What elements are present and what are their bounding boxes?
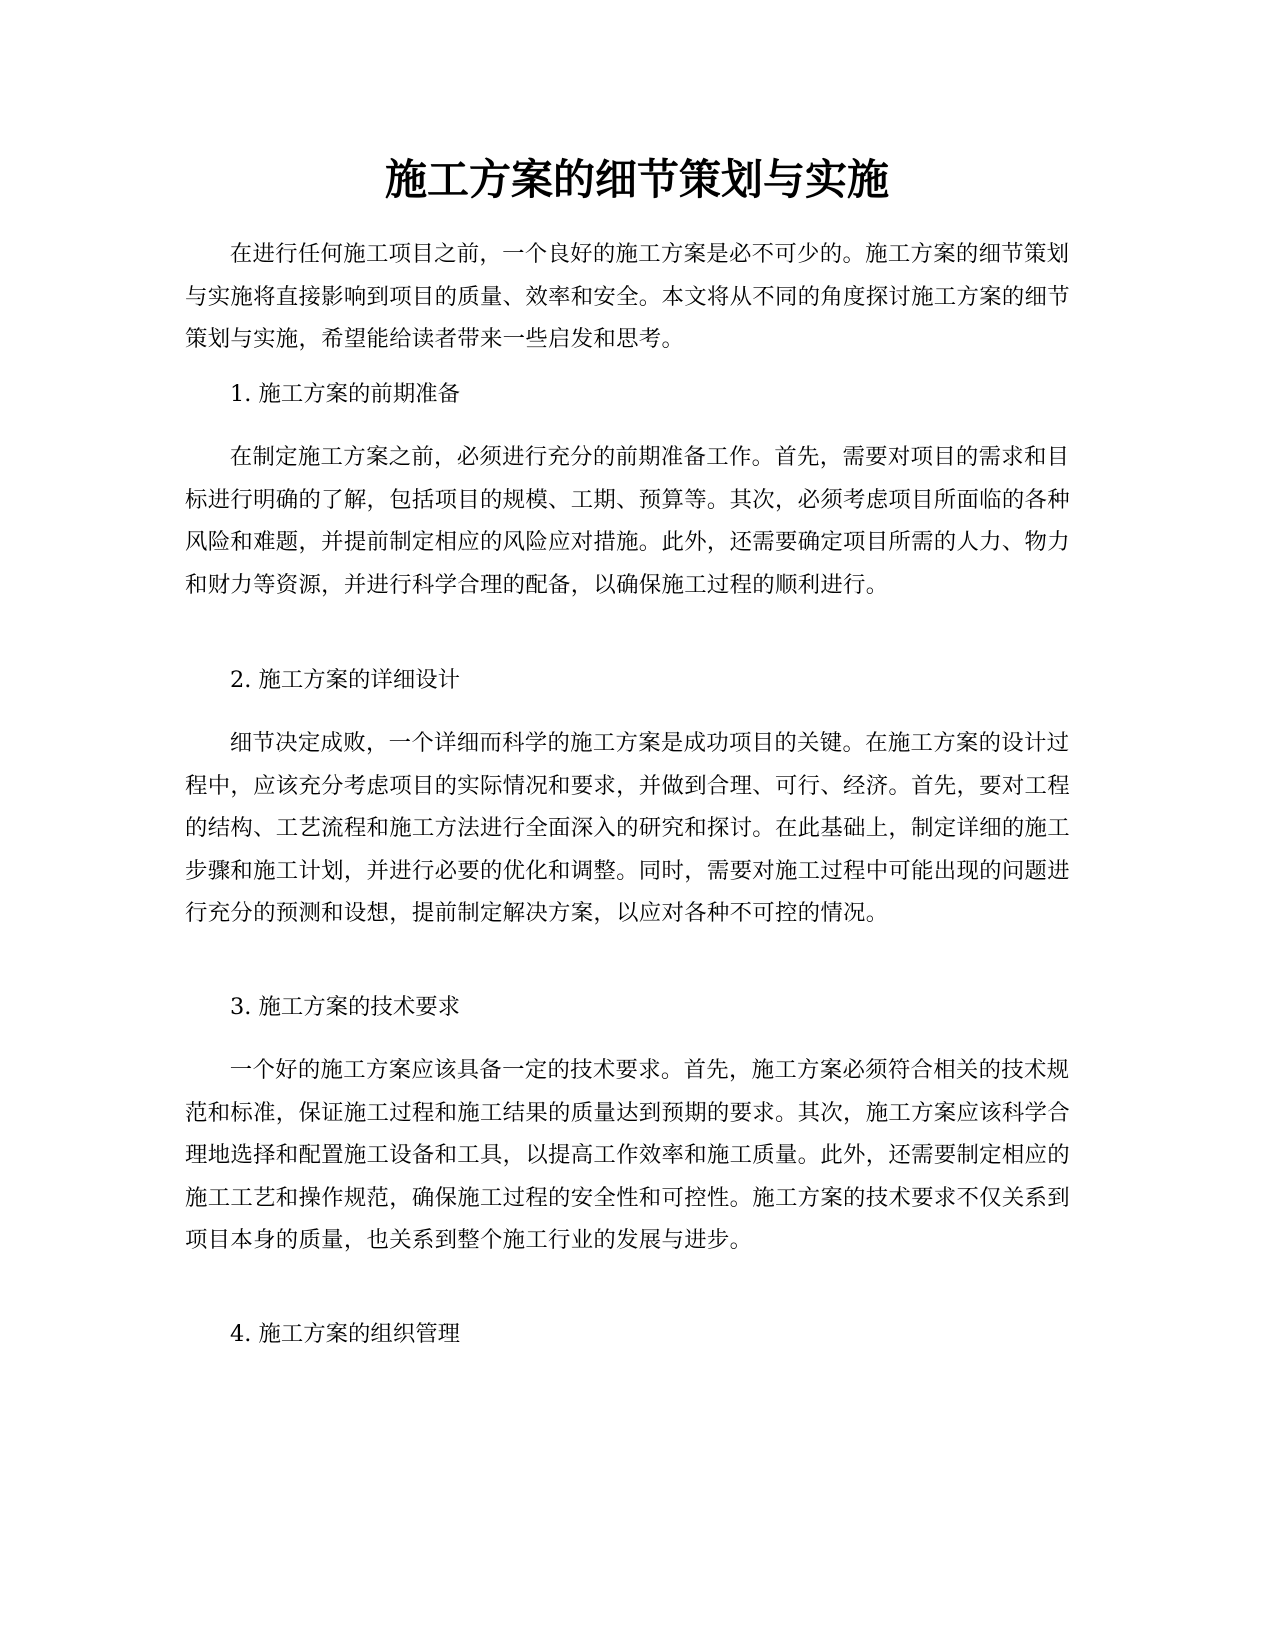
section-body-3: 一个好的施工方案应该具备一定的技术要求。首先，施工方案必须符合相关的技术规范和标准，保证施工过程和施工结果的质量达到预期的要求。其次，施工方案应该科学合理地选择和配置施工设备和工具，以提高工作效率和施工质量。此外，还需要制定相应的施工工艺和操作规范，确保施工过程的安全性和可控性。施工方案的技术要求不仅关系到项目本身的质量，也关系到整个施工行业的发展与进步。 <box>185 1057 1070 1253</box>
section-body-2: 细节决定成败，一个详细而科学的施工方案是成功项目的关键。在施工方案的设计过程中，应该充分考虑项目的实际情况和要求，并做到合理、可行、经济。首先，要对工程的结构、工艺流程和施工方法进行全面深入的研究和探讨。在此基础上，制定详细的施工步骤和施工计划，并进行必要的优化和调整。同时，需要对施工过程中可能出现的问题进行充分的预测和设想，提前制定解决方案，以应对各种不可控的情况。 <box>185 730 1070 926</box>
section-heading-2: 2. 施工方案的详细设计 <box>230 667 460 693</box>
section-heading-3: 3. 施工方案的技术要求 <box>230 994 460 1020</box>
section-heading-1: 1. 施工方案的前期准备 <box>230 381 460 407</box>
intro-paragraph: 在进行任何施工项目之前，一个良好的施工方案是必不可少的。施工方案的细节策划与实施将直接影响到项目的质量、效率和安全。本文将从不同的角度探讨施工方案的细节策划与实施，希望能给读者带来一些启发和思考。 <box>185 241 1070 352</box>
section-heading-4: 4. 施工方案的组织管理 <box>230 1321 460 1347</box>
section-body-1: 在制定施工方案之前，必须进行充分的前期准备工作。首先，需要对项目的需求和目标进行明确的了解，包括项目的规模、工期、预算等。其次，必须考虑项目所面临的各种风险和难题，并提前制定相应的风险应对措施。此外，还需要确定项目所需的人力、物力和财力等资源，并进行科学合理的配备，以确保施工过程的顺利进行。 <box>185 444 1070 598</box>
document-title: 施工方案的细节策划与实施 <box>384 155 889 204</box>
document-page <box>185 0 1089 1650</box>
